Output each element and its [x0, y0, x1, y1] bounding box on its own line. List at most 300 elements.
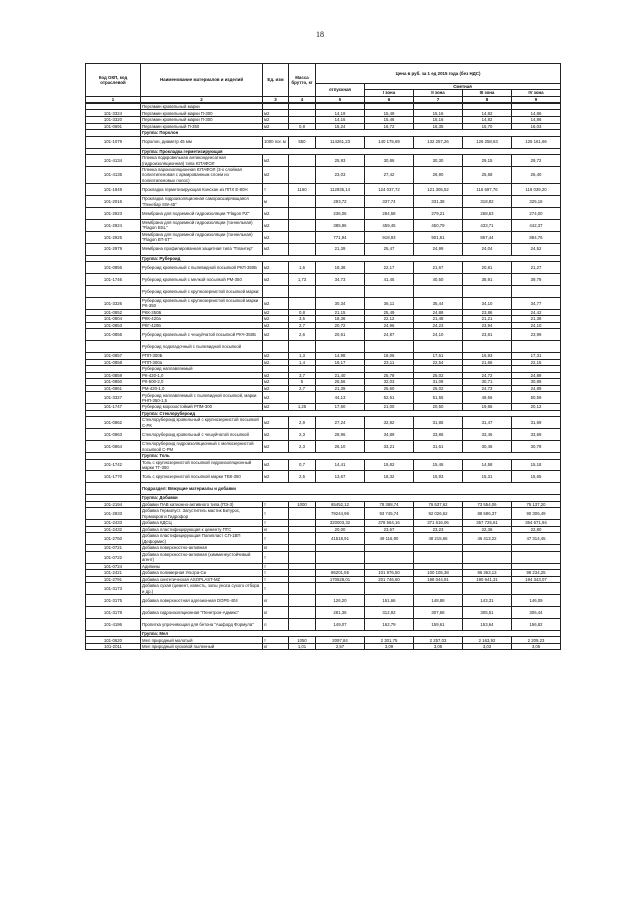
cell-name: Мембрана для подземной гидроизоляции (тоннельная) "Flagon BSL" — [141, 219, 263, 231]
cell-price-zone1: 23,67 — [365, 526, 414, 533]
cell-name: Добавка пластифицирующая Полипласт СП-1ВП (Деформис) — [141, 533, 263, 545]
cell-price-otpusk: 14,98 — [316, 353, 365, 360]
cell-name: РПП-300а — [141, 359, 263, 366]
cell-price-zone3: 433,71 — [463, 219, 512, 231]
cell-name: Добавка КДСЦ — [141, 520, 263, 527]
cell-price-zone3 — [463, 583, 512, 595]
cell-name: Добавка гидроизоляционная "Пенетрон-Адмикс" — [141, 607, 263, 619]
cell-price-zone2: 17,61 — [414, 353, 463, 360]
cell-price-zone1: 32,03 — [365, 379, 414, 386]
cell-price-zone1: 101 976,50 — [365, 570, 414, 577]
cell-price-zone1: 162,79 — [365, 618, 414, 630]
cell-price-zone4: 31,69 — [512, 417, 561, 429]
cell-price-zone2: 279,21 — [414, 207, 463, 219]
cell-mass: 1,25 — [289, 404, 316, 411]
cell-price-otpusk: 18,36 — [316, 316, 365, 323]
cell-mass — [289, 166, 316, 183]
cell-name: Добавка сухая (цемент, известь, золы уноса сухого отбора и др.) — [141, 583, 263, 595]
cell-unit: м2 — [263, 316, 289, 323]
cell-price-zone4: 39,78 — [512, 273, 561, 285]
table-row — [86, 243, 561, 255]
cell-code: 101-3320 — [86, 116, 141, 123]
cell-price-zone2: 31,61 — [414, 441, 463, 453]
cell-price-otpusk: 2097,84 — [316, 637, 365, 644]
cell-price-zone3: 29,15 — [463, 155, 512, 167]
cell-price-zone3: 24,72 — [463, 372, 512, 379]
cell-price-zone2: 33,86 — [414, 429, 463, 441]
cell-unit: м2 — [263, 123, 289, 130]
cell-price-zone1 — [365, 551, 414, 563]
cell-price-zone4: 50,59 — [512, 392, 561, 404]
cell-mass: 2,6 — [289, 329, 316, 341]
cell-code: 101-3327 — [86, 392, 141, 404]
cell-name: РКК-350Б — [141, 309, 263, 316]
cell-price-zone4: 16,03 — [512, 123, 561, 130]
cell-price-otpusk: 28,96 — [316, 429, 365, 441]
cell-price-zone3: 46 413,22 — [463, 533, 512, 545]
cell-price-zone4: 15,18 — [512, 459, 561, 471]
cell-price-zone3: 20,81 — [463, 262, 512, 274]
table-row — [86, 136, 561, 148]
cell-price-zone3: 14,58 — [463, 459, 512, 471]
col-number: 9 — [512, 96, 561, 102]
cell-price-zone3: 126 258,63 — [463, 136, 512, 148]
cell-price-zone2: 371 616,06 — [414, 520, 463, 527]
cell-mass: 550 — [289, 136, 316, 148]
cell-unit: т — [263, 576, 289, 583]
cell-price-zone3: 73 554,06 — [463, 501, 512, 508]
cell-unit: м2 — [263, 404, 289, 411]
cell-mass: 1050 — [289, 637, 316, 644]
cell-name: Поролон, диаметр 45 мм — [141, 136, 263, 148]
cell-price-zone1: 18,06 — [365, 353, 414, 360]
cell-unit: м2 — [263, 417, 289, 429]
col-number: 7 — [414, 96, 463, 102]
cell-price-zone2 — [414, 285, 463, 297]
cell-price-zone2: 331,38 — [414, 196, 463, 208]
cell-price-otpusk: 30,34 — [316, 297, 365, 309]
cell-unit: т — [263, 570, 289, 577]
cell-code: 101-2979 — [86, 243, 141, 255]
cell-price-zone4: 22,15 — [512, 359, 561, 366]
cell-price-zone1: 312,92 — [365, 607, 414, 619]
cell-price-otpusk: 14,16 — [316, 116, 365, 123]
cell-price-zone4: 24,89 — [512, 372, 561, 379]
cell-price-otpusk: 293,72 — [316, 196, 365, 208]
cell-unit: т — [263, 533, 289, 545]
cell-mass: 1,73 — [289, 273, 316, 285]
cell-name: Мел природный молотый — [141, 637, 263, 644]
cell-price-zone3: 14,82 — [463, 116, 512, 123]
cell-price-zone2: 15,46 — [414, 459, 463, 471]
col-otpusk-header: отпускная — [316, 84, 365, 97]
cell-price-zone3: 190 641,31 — [463, 576, 512, 583]
cell-price-zone1: 15,46 — [365, 116, 414, 123]
table-row — [86, 429, 561, 441]
cell-unit: м2 — [263, 429, 289, 441]
cell-price-zone4: 21,27 — [512, 262, 561, 274]
cell-name: РК-500-2,0 — [141, 379, 263, 386]
cell-unit: 1000 пог. м — [263, 136, 289, 148]
cell-price-zone4: 34,77 — [512, 297, 561, 309]
cell-unit: т — [263, 520, 289, 527]
cell-code: 101-1742 — [86, 459, 141, 471]
section-title: Группа: Поролон — [141, 130, 561, 137]
col-code-header: Код ОКП, код отраслевой — [86, 64, 141, 97]
col-unit-header: Ед. изм — [263, 64, 289, 97]
cell-price-zone1: 16,72 — [365, 123, 414, 130]
cell-price-zone1: 78 388,74 — [365, 501, 414, 508]
table-row — [86, 417, 561, 429]
cell-price-zone1: 378 564,16 — [365, 520, 414, 527]
cell-price-zone1: 52,51 — [365, 392, 414, 404]
cell-price-zone4: 30,89 — [512, 379, 561, 386]
cell-price-zone1: 337,74 — [365, 196, 414, 208]
cell-mass: 0,8 — [289, 309, 316, 316]
cell-name: Рубероид кровельный с крупнозернистой посыпкой марки РК-350 — [141, 297, 263, 309]
cell-price-zone3: 268,63 — [463, 207, 512, 219]
cell-code: 101-2833 — [86, 508, 141, 520]
table-row — [86, 231, 561, 243]
cell-name: Адипины — [141, 563, 263, 570]
table-row — [86, 459, 561, 471]
cell-name: Пергамин кровельный марки П-300 — [141, 116, 263, 123]
cell-price-zone2: 901,61 — [414, 231, 463, 243]
cell-code: 101-3324 — [86, 110, 141, 117]
cell-price-zone4: 33,69 — [512, 429, 561, 441]
cell-price-zone4: 29,72 — [512, 155, 561, 167]
cell-unit: м2 — [263, 329, 289, 341]
cell-unit — [263, 285, 289, 297]
table-row — [86, 533, 561, 545]
page-number: 18 — [316, 30, 324, 39]
smetnaya-header: Сметная — [365, 84, 561, 90]
cell-price-zone2: 307,68 — [414, 607, 463, 619]
cell-price-zone1: 22,17 — [365, 262, 414, 274]
cell-unit: м2 — [263, 219, 289, 231]
table-row — [86, 595, 561, 607]
cell-price-otpusk — [316, 551, 365, 563]
cell-unit: м2 — [263, 231, 289, 243]
cell-price-zone4: 3,06 — [512, 643, 561, 650]
cell-unit — [263, 341, 289, 353]
cell-price-zone1: 151,66 — [365, 595, 414, 607]
cell-price-zone1: 24,87 — [365, 329, 414, 341]
cell-code: 101-1747 — [86, 404, 141, 411]
cell-price-otpusk: 20,00 — [316, 526, 365, 533]
cell-price-otpusk: 771,94 — [316, 231, 365, 243]
cell-price-zone2: 21,67 — [414, 262, 463, 274]
cell-price-zone4: 274,00 — [512, 207, 561, 219]
cell-code: 101-0722 — [86, 551, 141, 563]
cell-mass — [289, 219, 316, 231]
col-number: 5 — [316, 96, 365, 102]
cell-price-zone2: 15,93 — [414, 471, 463, 483]
cell-name: Рубероид наплавляемый с пылевидной посыпкой, марки РНП-350-1,5 — [141, 392, 263, 404]
cell-mass — [289, 207, 316, 219]
cell-price-zone3: 318,82 — [463, 196, 512, 208]
cell-unit: м2 — [263, 322, 289, 329]
cell-price-zone2: 450,79 — [414, 219, 463, 231]
cell-mass — [289, 595, 316, 607]
cell-price-zone2: 92 026,62 — [414, 508, 463, 520]
cell-name: Пергамин кровельный марки — [141, 103, 263, 110]
cell-price-zone1: 15,82 — [365, 459, 414, 471]
cell-mass — [289, 341, 316, 353]
cell-price-zone4: 30,78 — [512, 441, 561, 453]
cell-price-otpusk: 21,39 — [316, 243, 365, 255]
cell-mass: 2,3 — [289, 429, 316, 441]
cell-price-otpusk: 14,19 — [316, 110, 365, 117]
section-title: Группа: Добавки — [141, 495, 561, 502]
table-header — [85, 63, 561, 103]
cell-price-zone1: 25,78 — [365, 372, 414, 379]
cell-price-zone1: 25,47 — [365, 243, 414, 255]
cell-price-otpusk: 114261,23 — [316, 136, 365, 148]
cell-mass: 1,4 — [289, 359, 316, 366]
cell-price-zone4: 20,12 — [512, 404, 561, 411]
cell-price-zone2: 100 105,38 — [414, 570, 463, 577]
cell-price-otpusk: 20,61 — [316, 329, 365, 341]
cell-code: 101-2011 — [86, 643, 141, 650]
cell-name: Мембрана для подземной гидроизоляции (тоннельная) "Flagon BT-ST" — [141, 231, 263, 243]
cell-name: Рубероид подкладочный с пылевидной посыпкой — [141, 341, 263, 353]
cell-name: Рубероид кровельный с пылевидной посыпкой РКП-350Б — [141, 262, 263, 274]
cell-code: 101-1746 — [86, 273, 141, 285]
cell-price-zone4: 306,44 — [512, 607, 561, 619]
cell-mass: 0,7 — [289, 459, 316, 471]
zone1-header: I зона — [365, 90, 414, 96]
cell-price-zone4: 2 209,23 — [512, 637, 561, 644]
cell-price-zone2: 121 305,52 — [414, 184, 463, 196]
cell-price-zone3: 15,70 — [463, 123, 512, 130]
cell-name: РМ-420-1,0 — [141, 385, 263, 392]
cell-price-zone1: 34,89 — [365, 429, 414, 441]
cell-name: Добавка полимерная Ультра-Си — [141, 570, 263, 577]
cell-price-zone3: 357 725,61 — [463, 520, 512, 527]
cell-price-otpusk: 13,67 — [316, 471, 365, 483]
cell-price-zone1: 201 746,60 — [365, 576, 414, 583]
cell-name: Стеклорубероид кровельный с крупнозернистой посыпкой С-РК — [141, 417, 263, 429]
cell-name: Пергамин кровельный П-350 — [141, 123, 263, 130]
cell-price-zone4 — [512, 551, 561, 563]
cell-price-zone4: 884,76 — [512, 231, 561, 243]
cell-price-zone4: 125 161,66 — [512, 136, 561, 148]
cell-code: 101-4135 — [86, 166, 141, 183]
cell-unit: т — [263, 551, 289, 563]
cell-unit: кг — [263, 545, 289, 552]
cell-unit: м2 — [263, 273, 289, 285]
cell-price-otpusk — [316, 285, 365, 297]
table-row — [86, 341, 561, 353]
cell-price-zone1: 22,12 — [365, 316, 414, 323]
cell-name: Пергамин кровельный марки П-300 — [141, 110, 263, 117]
cell-code: 101-0855 — [86, 329, 141, 341]
cell-price-otpusk: 20,72 — [316, 322, 365, 329]
zone3-header: III зона — [463, 90, 512, 96]
cell-price-zone1: 33,21 — [365, 441, 414, 453]
cell-price-zone3: 30,71 — [463, 379, 512, 386]
cell-name: Стеклорубероид гидроизоляционный с мелкозернистой посыпкой С-РМ — [141, 441, 263, 453]
cell-unit: м2 — [263, 297, 289, 309]
cell-name: Рубероид кровельный с крупнозернистой посыпкой марки: — [141, 285, 263, 297]
cell-price-otpusk: 34,73 — [316, 273, 365, 285]
cell-code: 101-3173 — [86, 583, 141, 595]
cell-price-zone4: 21,38 — [512, 316, 561, 323]
cell-code: 101-0691 — [86, 123, 141, 130]
cell-price-zone4 — [512, 285, 561, 297]
col-name-header: Наименование материалов и изделий — [141, 64, 263, 97]
table-row — [86, 166, 561, 183]
table-row — [86, 285, 561, 297]
cell-price-zone2: 24,99 — [414, 243, 463, 255]
table-row — [86, 219, 561, 231]
cell-price-otpusk: 25,93 — [316, 155, 365, 167]
cell-mass: 2,7 — [289, 385, 316, 392]
cell-price-zone2 — [414, 341, 463, 353]
cell-name: Пленка подкровельная антиконденсатная (гидроизоляционная) типа ЮТАФОЛ — [141, 155, 263, 167]
cell-price-zone4: 26,40 — [512, 166, 561, 183]
cell-price-zone4: 90 306,49 — [512, 508, 561, 520]
cell-price-zone3: 24,04 — [463, 243, 512, 255]
cell-unit: т — [263, 563, 289, 570]
table-row — [86, 618, 561, 630]
cell-price-zone2: 76 537,62 — [414, 501, 463, 508]
cell-price-zone2 — [414, 583, 463, 595]
cell-code: 101-0862 — [86, 417, 141, 429]
cell-unit: кг — [263, 526, 289, 533]
cell-price-zone1: 25,49 — [365, 309, 414, 316]
cell-price-zone2: 159,61 — [414, 618, 463, 630]
cell-mass: 2,9 — [289, 417, 316, 429]
cell-price-otpusk: 112935,14 — [316, 184, 365, 196]
cell-name: Добавка синтетическая ASOPLAST-MZ — [141, 576, 263, 583]
cell-code: 101-2432 — [86, 526, 141, 533]
cell-price-otpusk: 26,56 — [316, 379, 365, 386]
cell-unit: м2 — [263, 379, 289, 386]
cell-mass: 5 — [289, 379, 316, 386]
cell-price-zone1: 918,93 — [365, 231, 414, 243]
cell-unit: м2 — [263, 166, 289, 183]
cell-code: 101-2194 — [86, 501, 141, 508]
cell-price-otpusk — [316, 583, 365, 595]
cell-mass: 1,6 — [289, 262, 316, 274]
cell-price-otpusk: 236,06 — [316, 207, 365, 219]
table-row — [86, 262, 561, 274]
cell-price-zone4: 119 039,20 — [512, 184, 561, 196]
cell-price-zone2: 35,44 — [414, 297, 463, 309]
cell-mass — [289, 618, 316, 630]
cell-code: 101-0856 — [86, 262, 141, 274]
cell-price-zone1: 24,96 — [365, 322, 414, 329]
cell-unit: м2 — [263, 372, 289, 379]
cell-price-zone2: 25,02 — [414, 372, 463, 379]
cell-price-zone2: 20,50 — [414, 404, 463, 411]
cell-name: Стеклорубероид кровельный с чешуйчатой посыпкой — [141, 429, 263, 441]
cell-price-zone2 — [414, 551, 463, 563]
cell-price-zone1: 140 175,69 — [365, 136, 414, 148]
table-row — [86, 643, 561, 650]
cell-mass — [289, 583, 316, 595]
cell-price-otpusk: 86201,55 — [316, 570, 365, 577]
cell-mass: 1000 — [289, 501, 316, 508]
cell-price-zone3: 34,10 — [463, 297, 512, 309]
col-number: 6 — [365, 96, 414, 102]
cell-unit: кг — [263, 643, 289, 650]
table-row — [86, 392, 561, 404]
cell-unit: м2 — [263, 207, 289, 219]
cell-price-zone4: 146,09 — [512, 595, 561, 607]
cell-price-otpusk: 21,40 — [316, 372, 365, 379]
cell-price-zone1 — [365, 583, 414, 595]
cell-price-otpusk: 281,36 — [316, 607, 365, 619]
zone2-header: II зона — [414, 90, 463, 96]
cell-price-zone1: 93 745,74 — [365, 508, 414, 520]
cell-name: Добавка поверхностно-активная — [141, 545, 263, 552]
cell-name: Добавки ПАВ катионно-активного типа (ПЭ-3) — [141, 501, 263, 508]
cell-price-zone2: 40,50 — [414, 273, 463, 285]
cell-price-zone3: 3,03 — [463, 643, 512, 650]
cell-price-zone2: 3,05 — [414, 643, 463, 650]
cell-price-otpusk: 14,41 — [316, 459, 365, 471]
cell-code — [86, 341, 141, 353]
cell-unit: м2 — [263, 385, 289, 392]
cell-price-zone3 — [463, 285, 512, 297]
cell-price-otpusk: 18,38 — [316, 262, 365, 274]
cell-mass — [289, 155, 316, 167]
cell-unit: м2 — [263, 309, 289, 316]
cell-name: Прокладка гидроизоляционная саморасширяющаяся "Пенебар SW-45" — [141, 196, 263, 208]
cell-code — [86, 483, 141, 495]
cell-code: 101-2016 — [86, 196, 141, 208]
cell-price-zone2: 48 215,66 — [414, 533, 463, 545]
cell-price-zone4: 24,10 — [512, 322, 561, 329]
table-row — [86, 607, 561, 619]
cell-code: 101-0857 — [86, 353, 141, 360]
cell-price-zone4: 194 343,07 — [512, 576, 561, 583]
cell-price-zone1 — [365, 341, 414, 353]
cell-price-zone3: 25,58 — [463, 166, 512, 183]
table-row — [86, 155, 561, 167]
col-number: 3 — [263, 96, 289, 102]
cell-code: 101-0852 — [86, 309, 141, 316]
cell-price-zone3 — [463, 341, 512, 353]
cell-price-zone3: 23,86 — [463, 309, 512, 316]
cell-name: Пропитка упрочняющая для бетона "Ашфорд Формула" — [141, 618, 263, 630]
cell-price-zone3: 21,21 — [463, 316, 512, 323]
cell-price-otpusk: 21,15 — [316, 309, 365, 316]
cell-price-zone4: 364 671,94 — [512, 520, 561, 527]
cell-mass: 0,8 — [289, 123, 316, 130]
cell-name: Добавка поверхностно-активная (химменеустойчивый агент) — [141, 551, 263, 563]
cell-price-otpusk: 2,57 — [316, 643, 365, 650]
cell-code: 101-4134 — [86, 155, 141, 167]
cell-mass — [289, 508, 316, 520]
section-row — [86, 483, 561, 495]
cell-unit: м2 — [263, 110, 289, 117]
cell-code — [86, 285, 141, 297]
cell-price-zone3: 19,65 — [463, 404, 512, 411]
cell-mass: 2,5 — [289, 471, 316, 483]
section-title: Группа: Прокладка герметизирующая — [141, 148, 561, 155]
cell-price-zone2: 31,85 — [414, 417, 463, 429]
cell-code: 101-2923 — [86, 207, 141, 219]
cell-price-zone4: 15,65 — [512, 471, 561, 483]
cell-price-zone3: 23,94 — [463, 322, 512, 329]
cell-code: 101-3326 — [86, 297, 141, 309]
cell-price-zone2: 16,35 — [414, 123, 463, 130]
cell-name: РК-420-1,0 — [141, 372, 263, 379]
